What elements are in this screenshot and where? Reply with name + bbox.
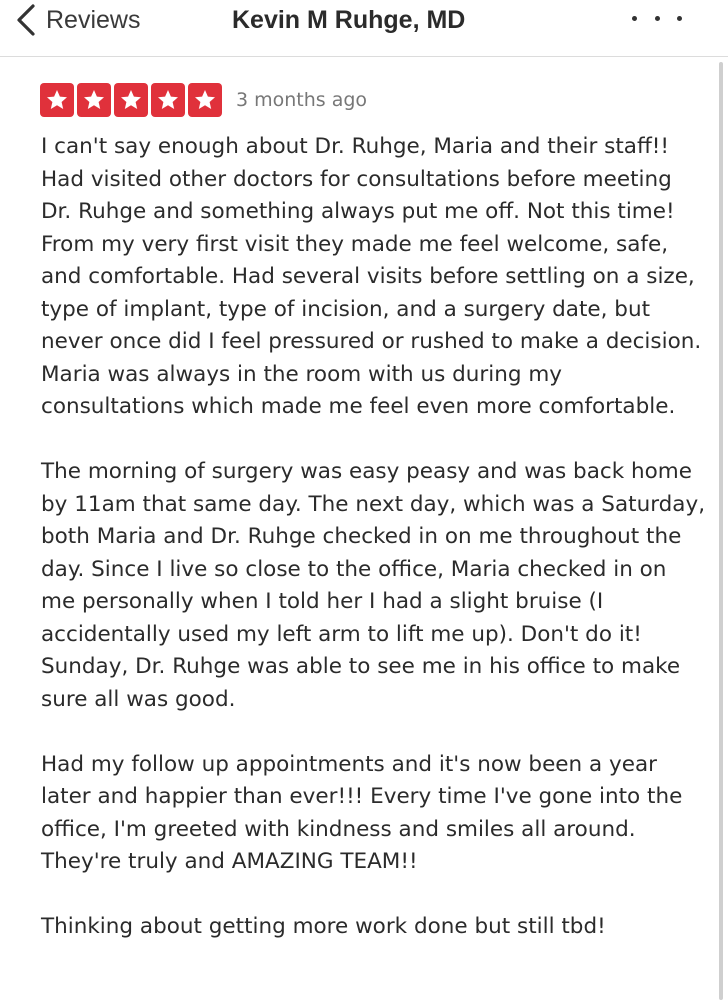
star-icon [151, 83, 185, 117]
chevron-left-icon [16, 3, 36, 37]
back-button-label: Reviews [46, 5, 141, 34]
review-rating-row [40, 83, 367, 117]
star-icon [188, 83, 222, 117]
review-text [41, 131, 706, 944]
more-dot [677, 16, 682, 21]
review-date: 3 months ago [236, 89, 368, 111]
star-icon [114, 83, 148, 117]
more-options-button[interactable] [632, 6, 682, 30]
star-rating [40, 83, 222, 117]
review-paragraph: Thinking about getting more work done but still tbd! [41, 914, 606, 939]
star-icon [40, 83, 74, 117]
back-button[interactable] [16, 0, 140, 40]
review-paragraph: The morning of surgery was easy peasy and was back home by 11am that same day. The next day, which was a Saturday, both Maria and Dr. Ruhge checked in on me throughout the day. Since I live so close to the office, Maria checked in on me personally when I told her I had a slight bruise (I accidentally used my left arm to lift me up). Don't do it! Sunday, Dr. Ruhge was able to see me in his office to make sure all was good. [41, 459, 706, 712]
review-paragraph: I can't say enough about Dr. Ruhge, Maria and their staff!! Had visited other doctors for consultations before meeting Dr. Ruhge and something always put me off. Not this time! From my very first visit they made me feel welcome, safe, and comfortable. Had several visits before settling on a size, type of implant, type of incision, and a surgery date, but never once did I feel pressured or rushed to make a decision. Maria was always in the room with us during my consultations which made me feel even more comfortable. [41, 134, 702, 419]
page-title: Kevin M Ruhge, MD [232, 6, 466, 34]
scrollbar[interactable] [719, 62, 723, 1000]
review-paragraph: Had my follow up appointments and it's now been a year later and happier than ever!!! Every time I've gone into the office, I'm greeted with kindness and smiles all around. They're truly and AMAZING TEAM!! [41, 751, 683, 874]
more-horizontal-icon [632, 16, 637, 21]
more-dot [655, 16, 660, 21]
top-navigation-bar [0, 0, 728, 57]
star-icon [77, 83, 111, 117]
